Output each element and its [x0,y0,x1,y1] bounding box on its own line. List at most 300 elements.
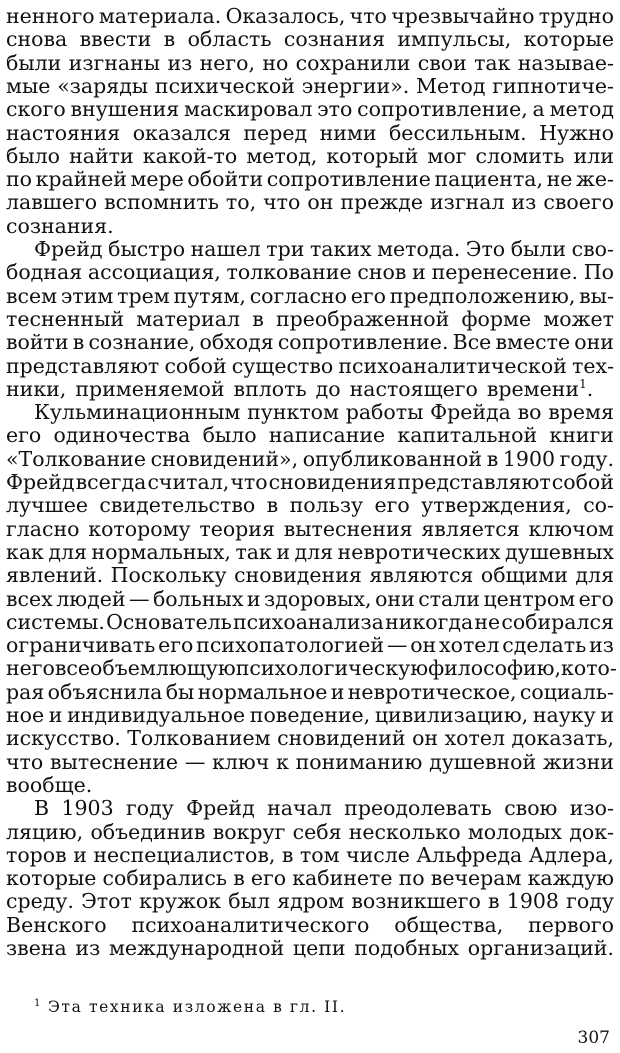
text-line [6,865,614,891]
word: было [202,423,257,448]
word: из [589,633,614,658]
word: которому [88,516,191,541]
word: 1903 [61,796,114,821]
word: снов [357,260,407,285]
word: науку [532,703,596,727]
word: прежде [340,190,423,215]
word: написание [268,423,386,448]
word: звена [6,936,67,960]
text-line [6,655,617,681]
word: изгнал [429,190,505,215]
word: как [6,539,44,564]
word: его [6,423,42,448]
word: молодых [467,819,562,844]
word: Метод [416,73,486,98]
word: он [307,190,334,215]
word: называе- [517,50,614,75]
text-line [6,586,614,612]
word: его [374,493,410,518]
word: область [187,27,272,52]
word: В [34,796,50,821]
word: который [326,143,419,168]
word: маскировал [184,97,313,122]
word: доказать, [511,726,614,751]
word: психоанализа [232,609,384,634]
word: 1900 [502,446,556,471]
word: своего [543,190,614,215]
word: которые [523,27,614,52]
word: книги [549,423,614,448]
word: вокруг [212,819,286,844]
word: что [263,190,301,215]
text-line [6,259,614,285]
word: Это [465,237,506,261]
word: Нужно [539,120,614,145]
word: одиночества [53,423,191,448]
word: со- [583,493,614,518]
word: снова [6,27,68,52]
word: представляют [6,353,160,378]
word: центром [483,586,576,611]
word: Фрейда [430,400,511,425]
word: психологическую [235,656,429,681]
word: сознания [283,27,386,52]
word: подобных [354,936,460,960]
word: сломить [475,143,565,168]
text-line [6,120,614,146]
word: таких [309,237,372,261]
word: док- [569,819,614,844]
word: и [600,703,614,727]
text-line [6,539,614,565]
word: которые [6,866,97,891]
word: вечерам [430,866,522,891]
word: в [488,889,500,914]
word: и [330,679,345,704]
word: тесненный [6,306,125,331]
word: хотел [444,726,506,751]
word: социаль- [519,679,614,704]
word: обойти [187,167,264,192]
word: метода. [377,237,461,261]
word: него [6,656,55,681]
word: что [230,470,268,494]
word: нормальных, [91,539,231,564]
word: жизни [542,749,614,774]
word: был [228,889,270,914]
word: Поскольку [110,563,227,588]
word: Адлера, [528,842,614,867]
word: явлений. [6,563,104,588]
text-line [6,702,614,728]
text-line [6,422,614,448]
text-line [6,166,614,192]
word: сновидений [277,726,406,751]
word: Основатель [106,609,232,634]
word: гипнотиче- [492,73,614,98]
word: сделать [502,633,587,658]
text-line [6,143,614,169]
word: сопротивление. [277,330,449,355]
word: свою [504,796,558,821]
word: объединив [90,819,206,844]
footnote [34,994,346,1017]
text-line [6,912,614,938]
word: толкование [226,260,352,285]
word: индивидуальное [67,703,246,727]
word: перенесение. [431,260,578,285]
text-line [6,632,614,658]
word: ляцию, [6,819,84,844]
word: оказался [132,120,231,145]
word: энергии». [301,73,410,98]
word: неспециалистов, [93,842,276,867]
word: Все [452,330,492,355]
word: быстро [108,237,186,261]
word: философию, [428,656,562,681]
text-line [6,772,614,798]
word: пунктом [247,400,339,425]
word: и [48,703,63,727]
word: же- [576,167,614,192]
word: всегда [75,470,147,494]
word: поведение, [249,703,371,727]
text-line [6,842,614,868]
word: для [575,563,614,588]
word: «Толкование [6,446,146,471]
word: а [532,97,545,122]
word: этим [60,283,114,308]
word: перед [243,120,308,145]
word: для [294,539,334,564]
word: это [317,97,353,122]
word: Фрейд [34,237,103,261]
text-line [6,749,614,775]
text-line [6,189,614,215]
word: душевной [429,749,537,774]
word: согласно [249,283,347,308]
word: что [6,749,44,774]
word: нашел [190,237,261,261]
text-line [6,353,614,379]
word: общества, [394,912,504,937]
word: том [299,842,340,867]
word: по [398,866,425,891]
word: ники, [6,376,67,401]
word: ное [6,703,45,727]
word: Толкованием [127,726,271,751]
word: гласно [6,516,80,541]
word: времени$^1$. [486,376,594,401]
word: из [511,190,537,215]
text-line [6,283,614,309]
word: Фрейд [6,470,75,494]
word: объяснила [47,679,163,704]
word: цепи [292,936,346,960]
text-line [6,3,614,29]
word: торов [6,842,67,867]
word: невротических [337,539,501,564]
word: собой [164,353,227,378]
word: пользу [289,493,364,518]
word: может [543,306,614,331]
word: не [474,609,501,634]
word: сновидений», [150,446,299,471]
word: импульсы, [397,27,512,52]
word: Фрейд [186,796,255,821]
word: применяемой [75,376,225,401]
word: ядром [277,889,345,914]
word: международной [108,936,285,960]
word: пациента, [434,167,544,192]
word: году. [559,446,614,471]
word: сознания. [6,213,114,238]
word: бодная [6,260,83,285]
word: является [421,516,520,541]
word: себя [292,819,342,844]
text-line [6,306,614,332]
word: в [233,866,245,891]
word: путям, [173,283,246,308]
word: сновидения [234,563,362,588]
word: первого [528,912,614,937]
text-line [6,609,614,635]
text-line [6,213,614,239]
word: были [510,237,567,261]
text-line [6,399,614,425]
word: пониманию [295,749,423,774]
word: из [167,50,193,75]
word: в [486,446,499,471]
text-line [6,795,614,821]
word: нормальное [197,679,328,704]
word: три [266,237,305,261]
word: но [262,50,289,75]
text-line [6,446,614,472]
word: хотел [439,633,500,658]
word: кружок [139,889,222,914]
word: рая [6,679,45,704]
word: — [386,633,408,658]
word: свидетельство [99,493,256,518]
word: преображенной [275,306,450,331]
word: бессильным. [388,120,527,145]
word: ского [6,97,66,122]
word: являются [369,563,474,588]
word: душевных [505,539,614,564]
word: опубликованной [302,446,483,471]
page-number: 307 [577,1028,610,1048]
word: психопатологией [196,633,384,658]
word: существо [231,353,334,378]
text-line [6,73,614,99]
text-line [6,96,614,122]
word: ассоциация, [87,260,221,285]
word: обходя [199,330,274,355]
word: он [412,726,439,751]
text-line [6,819,614,845]
word: ними [319,120,377,145]
text-line [6,516,614,542]
word: ключ [212,749,270,774]
word: сопротивление [266,167,431,192]
word: собирались [102,866,228,891]
word: вы- [579,283,614,308]
word: было [6,143,61,168]
text-line [6,236,614,262]
word: — [184,749,206,774]
word: сопротивление, [357,97,528,122]
word: изо- [569,796,614,821]
word: Оказалось, [225,4,346,28]
footnote-reference: 1 [579,376,587,391]
word: собирался [501,609,614,634]
word: ограничивать [6,633,156,658]
word: форме [461,306,532,331]
word: всем [6,283,58,308]
word: крайней [35,167,127,192]
word: числе [346,842,410,867]
word: ненного [6,4,95,28]
word: во [517,400,542,425]
word: сознание, [88,330,196,355]
word: кото- [561,656,617,681]
word: году [126,796,174,821]
word: никогда [385,609,474,634]
word: капитальной [397,423,538,448]
word: цивилизацию, [374,703,529,727]
word: сохранили [295,50,411,75]
word: какой-то [142,143,238,168]
word: найти [69,143,134,168]
word: системы. [6,609,105,634]
word: искусство. [6,726,121,751]
word: психоаналитического [131,912,370,937]
word: то, [225,190,257,215]
word: внушения [70,97,180,122]
word: чрезвычайно [391,4,535,28]
word: трем [117,283,170,308]
word: считал, [147,470,230,494]
word: и [412,260,426,285]
word: — [128,586,150,611]
word: время [548,400,614,425]
word: изгнаны [68,50,161,75]
word: каждую [527,866,614,891]
word: и [73,842,87,867]
word: 1908 [506,889,559,914]
word: вспомнить [104,190,219,215]
word: в [266,493,279,518]
text-line [6,562,614,588]
word: мые [6,73,51,98]
word: его [250,866,287,891]
word: в [72,330,85,355]
word: предположению, [389,283,576,308]
word: его [158,633,194,658]
word: в [163,27,176,52]
word: в [281,842,294,867]
word: Этот [81,889,132,914]
word: ввести [79,27,152,52]
word: они [574,330,614,355]
word: году [566,889,614,914]
word: «заряды [57,73,149,98]
word: среду. [6,889,74,914]
word: невротическое, [347,679,517,704]
word: и [276,539,290,564]
text-line [6,935,614,961]
word: бы [165,679,195,704]
word: собой [551,470,614,494]
word: Венского [6,912,107,937]
text-line [6,329,614,355]
word: так [474,50,511,75]
word: его [350,283,386,308]
word: теория [199,516,275,541]
word: его [578,586,614,611]
word: так [235,539,272,564]
word: трудно [538,4,614,28]
word: лучшее [6,493,88,518]
word: вплоть [233,376,307,401]
word: войти [6,330,69,355]
text-line [6,679,614,705]
word: свои [417,50,467,75]
word: к [276,749,289,774]
word: утверждения, [421,493,572,518]
word: они [375,586,415,611]
word: Кульминационным [34,400,241,425]
word: психической [154,73,295,98]
word: мере [130,167,184,192]
word: тех- [572,353,614,378]
word: материал [136,306,240,331]
footnote-text: Эта техника изложена в гл. II. [47,998,347,1016]
word: представляют [397,470,551,494]
word: По [583,260,614,285]
text-line [6,492,614,518]
word: и [246,586,261,611]
text-line [6,376,614,402]
word: общими [480,563,568,588]
word: или [573,143,614,168]
word: он [410,633,437,658]
text-line [6,50,614,76]
word: ключом [528,516,614,541]
word: не [546,167,573,192]
word: сновидения [268,470,397,494]
word: настоящего [349,376,478,401]
text-line [6,469,614,495]
word: мог [427,143,467,168]
word: настояния [6,120,121,145]
word: метод, [246,143,318,168]
word: в [252,306,264,331]
word: Альфреда [416,842,523,867]
word: кабинете [292,866,393,891]
word: по [6,167,33,192]
word: для [48,539,87,564]
word: вместе [495,330,571,355]
text-line [6,26,614,52]
text-line [6,888,614,914]
word: здоровых, [264,586,372,611]
word: несколько [348,819,461,844]
word: больных [152,586,244,611]
word: людей [56,586,126,611]
word: материала. [98,4,222,28]
